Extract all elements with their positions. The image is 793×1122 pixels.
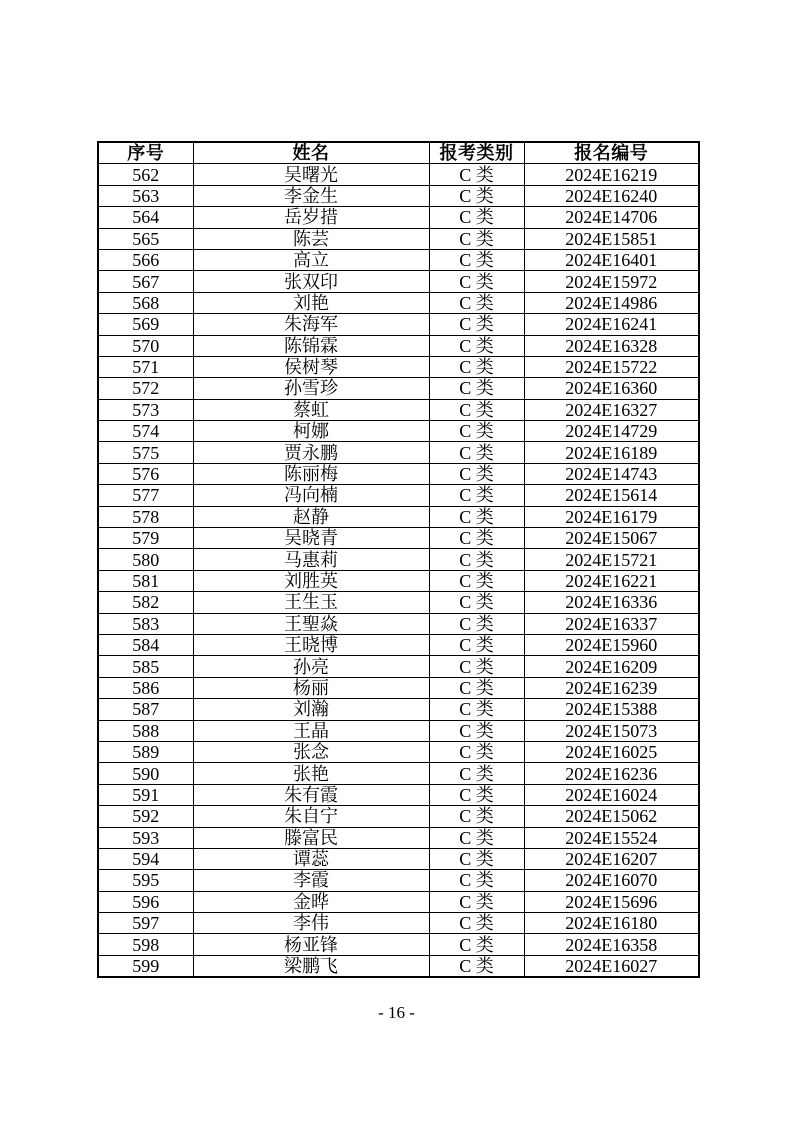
table-row [98, 656, 699, 677]
table-row [98, 164, 699, 185]
table-row [98, 463, 699, 484]
table-row [98, 634, 699, 655]
cell-category: C 类 [429, 870, 524, 891]
cell-name: 马惠莉 [193, 549, 429, 570]
cell-category: C 类 [429, 741, 524, 762]
table-row [98, 378, 699, 399]
table-row [98, 528, 699, 549]
cell-name: 刘胜英 [193, 570, 429, 591]
cell-category: C 类 [429, 848, 524, 869]
cell-category: C 类 [429, 164, 524, 185]
table-row [98, 720, 699, 741]
cell-reg_no: 2024E16328 [524, 335, 699, 356]
cell-no: 578 [98, 506, 193, 527]
cell-name: 吴晓青 [193, 528, 429, 549]
cell-no: 563 [98, 185, 193, 206]
cell-no: 572 [98, 378, 193, 399]
cell-reg_no: 2024E15721 [524, 549, 699, 570]
cell-no: 579 [98, 528, 193, 549]
cell-reg_no: 2024E16327 [524, 399, 699, 420]
table-row [98, 271, 699, 292]
cell-name: 蔡虹 [193, 399, 429, 420]
table-row [98, 421, 699, 442]
cell-reg_no: 2024E15524 [524, 827, 699, 848]
cell-category: C 类 [429, 185, 524, 206]
table-row [98, 784, 699, 805]
cell-no: 567 [98, 271, 193, 292]
cell-reg_no: 2024E15073 [524, 720, 699, 741]
cell-no: 571 [98, 356, 193, 377]
table-row [98, 207, 699, 228]
cell-reg_no: 2024E15614 [524, 485, 699, 506]
cell-name: 谭蕊 [193, 848, 429, 869]
cell-category: C 类 [429, 335, 524, 356]
cell-no: 592 [98, 806, 193, 827]
cell-category: C 类 [429, 442, 524, 463]
cell-reg_no: 2024E16207 [524, 848, 699, 869]
applicant-roster-table [97, 141, 700, 978]
cell-reg_no: 2024E15722 [524, 356, 699, 377]
cell-name: 李霞 [193, 870, 429, 891]
cell-category: C 类 [429, 485, 524, 506]
cell-name: 刘瀚 [193, 699, 429, 720]
cell-no: 586 [98, 677, 193, 698]
table-row [98, 806, 699, 827]
cell-no: 591 [98, 784, 193, 805]
table-row [98, 955, 699, 977]
table-row [98, 292, 699, 313]
cell-reg_no: 2024E14729 [524, 421, 699, 442]
table-row [98, 485, 699, 506]
cell-category: C 类 [429, 249, 524, 270]
cell-category: C 类 [429, 463, 524, 484]
cell-name: 朱自宁 [193, 806, 429, 827]
cell-no: 590 [98, 763, 193, 784]
cell-name: 朱有霞 [193, 784, 429, 805]
table-row [98, 827, 699, 848]
cell-reg_no: 2024E16336 [524, 592, 699, 613]
cell-category: C 类 [429, 292, 524, 313]
cell-category: C 类 [429, 784, 524, 805]
cell-name: 赵静 [193, 506, 429, 527]
cell-category: C 类 [429, 207, 524, 228]
cell-name: 刘艳 [193, 292, 429, 313]
cell-name: 陈芸 [193, 228, 429, 249]
cell-name: 张念 [193, 741, 429, 762]
cell-reg_no: 2024E16189 [524, 442, 699, 463]
cell-category: C 类 [429, 934, 524, 955]
cell-name: 李金生 [193, 185, 429, 206]
table-row [98, 913, 699, 934]
column-header-category: 报考类别 [429, 142, 524, 164]
cell-no: 596 [98, 891, 193, 912]
cell-reg_no: 2024E16236 [524, 763, 699, 784]
table-row [98, 442, 699, 463]
table-row [98, 592, 699, 613]
table-row [98, 741, 699, 762]
cell-category: C 类 [429, 699, 524, 720]
cell-category: C 类 [429, 356, 524, 377]
cell-category: C 类 [429, 634, 524, 655]
cell-no: 580 [98, 549, 193, 570]
cell-name: 杨亚锋 [193, 934, 429, 955]
table-row [98, 249, 699, 270]
cell-name: 金晔 [193, 891, 429, 912]
cell-name: 高立 [193, 249, 429, 270]
roster-body [98, 164, 699, 977]
cell-reg_no: 2024E14743 [524, 463, 699, 484]
cell-no: 575 [98, 442, 193, 463]
cell-category: C 类 [429, 592, 524, 613]
cell-reg_no: 2024E15062 [524, 806, 699, 827]
cell-reg_no: 2024E15851 [524, 228, 699, 249]
cell-category: C 类 [429, 913, 524, 934]
cell-no: 585 [98, 656, 193, 677]
cell-no: 566 [98, 249, 193, 270]
cell-reg_no: 2024E16360 [524, 378, 699, 399]
cell-name: 张艳 [193, 763, 429, 784]
cell-no: 582 [98, 592, 193, 613]
cell-reg_no: 2024E14986 [524, 292, 699, 313]
table-row [98, 228, 699, 249]
cell-no: 583 [98, 613, 193, 634]
cell-reg_no: 2024E15388 [524, 699, 699, 720]
cell-reg_no: 2024E15960 [524, 634, 699, 655]
cell-no: 577 [98, 485, 193, 506]
cell-category: C 类 [429, 677, 524, 698]
cell-name: 杨丽 [193, 677, 429, 698]
table-row [98, 677, 699, 698]
cell-reg_no: 2024E16180 [524, 913, 699, 934]
table-row [98, 934, 699, 955]
table-row [98, 185, 699, 206]
cell-category: C 类 [429, 763, 524, 784]
cell-category: C 类 [429, 955, 524, 977]
cell-no: 599 [98, 955, 193, 977]
table-row [98, 570, 699, 591]
cell-name: 陈丽梅 [193, 463, 429, 484]
cell-no: 573 [98, 399, 193, 420]
cell-no: 562 [98, 164, 193, 185]
cell-name: 王晶 [193, 720, 429, 741]
table-row [98, 314, 699, 335]
cell-category: C 类 [429, 506, 524, 527]
cell-name: 贾永鹏 [193, 442, 429, 463]
cell-category: C 类 [429, 528, 524, 549]
table-row [98, 848, 699, 869]
cell-category: C 类 [429, 613, 524, 634]
table-row [98, 549, 699, 570]
cell-name: 朱海军 [193, 314, 429, 335]
cell-no: 595 [98, 870, 193, 891]
cell-reg_no: 2024E16209 [524, 656, 699, 677]
cell-reg_no: 2024E16025 [524, 741, 699, 762]
cell-no: 565 [98, 228, 193, 249]
table-row [98, 506, 699, 527]
cell-reg_no: 2024E16358 [524, 934, 699, 955]
cell-name: 孙亮 [193, 656, 429, 677]
cell-reg_no: 2024E16027 [524, 955, 699, 977]
cell-no: 568 [98, 292, 193, 313]
cell-category: C 类 [429, 806, 524, 827]
cell-category: C 类 [429, 891, 524, 912]
cell-no: 588 [98, 720, 193, 741]
table-row [98, 356, 699, 377]
cell-reg_no: 2024E16239 [524, 677, 699, 698]
cell-no: 569 [98, 314, 193, 335]
cell-reg_no: 2024E16241 [524, 314, 699, 335]
cell-category: C 类 [429, 421, 524, 442]
page-number: - 16 - [378, 1003, 415, 1022]
cell-reg_no: 2024E14706 [524, 207, 699, 228]
cell-no: 597 [98, 913, 193, 934]
cell-category: C 类 [429, 378, 524, 399]
cell-name: 李伟 [193, 913, 429, 934]
cell-category: C 类 [429, 827, 524, 848]
cell-no: 593 [98, 827, 193, 848]
cell-reg_no: 2024E16219 [524, 164, 699, 185]
cell-reg_no: 2024E16221 [524, 570, 699, 591]
cell-category: C 类 [429, 720, 524, 741]
cell-name: 王生玉 [193, 592, 429, 613]
column-header-name: 姓名 [193, 142, 429, 164]
table-row [98, 699, 699, 720]
cell-reg_no: 2024E15067 [524, 528, 699, 549]
cell-reg_no: 2024E16240 [524, 185, 699, 206]
cell-reg_no: 2024E15972 [524, 271, 699, 292]
cell-no: 574 [98, 421, 193, 442]
cell-no: 584 [98, 634, 193, 655]
header-row [98, 142, 699, 164]
column-header-serial: 序号 [98, 142, 193, 164]
table-row [98, 870, 699, 891]
cell-name: 王晓博 [193, 634, 429, 655]
cell-category: C 类 [429, 549, 524, 570]
cell-reg_no: 2024E16024 [524, 784, 699, 805]
cell-name: 侯树琴 [193, 356, 429, 377]
table-row [98, 613, 699, 634]
cell-name: 陈锦霖 [193, 335, 429, 356]
cell-no: 581 [98, 570, 193, 591]
cell-category: C 类 [429, 228, 524, 249]
cell-category: C 类 [429, 314, 524, 335]
cell-reg_no: 2024E16401 [524, 249, 699, 270]
table-row [98, 335, 699, 356]
cell-name: 岳岁措 [193, 207, 429, 228]
cell-no: 570 [98, 335, 193, 356]
cell-category: C 类 [429, 271, 524, 292]
cell-no: 598 [98, 934, 193, 955]
cell-category: C 类 [429, 570, 524, 591]
cell-no: 587 [98, 699, 193, 720]
cell-reg_no: 2024E15696 [524, 891, 699, 912]
table-row [98, 399, 699, 420]
table-row [98, 763, 699, 784]
cell-reg_no: 2024E16070 [524, 870, 699, 891]
cell-no: 564 [98, 207, 193, 228]
column-header-regno: 报名编号 [524, 142, 699, 164]
cell-name: 滕富民 [193, 827, 429, 848]
cell-name: 孙雪珍 [193, 378, 429, 399]
cell-category: C 类 [429, 656, 524, 677]
cell-name: 梁鹏飞 [193, 955, 429, 977]
cell-reg_no: 2024E16337 [524, 613, 699, 634]
cell-reg_no: 2024E16179 [524, 506, 699, 527]
table-row [98, 891, 699, 912]
cell-name: 冯向楠 [193, 485, 429, 506]
cell-category: C 类 [429, 399, 524, 420]
cell-no: 589 [98, 741, 193, 762]
cell-name: 王聖焱 [193, 613, 429, 634]
cell-name: 吴曙光 [193, 164, 429, 185]
cell-no: 594 [98, 848, 193, 869]
cell-no: 576 [98, 463, 193, 484]
cell-name: 柯娜 [193, 421, 429, 442]
cell-name: 张双印 [193, 271, 429, 292]
